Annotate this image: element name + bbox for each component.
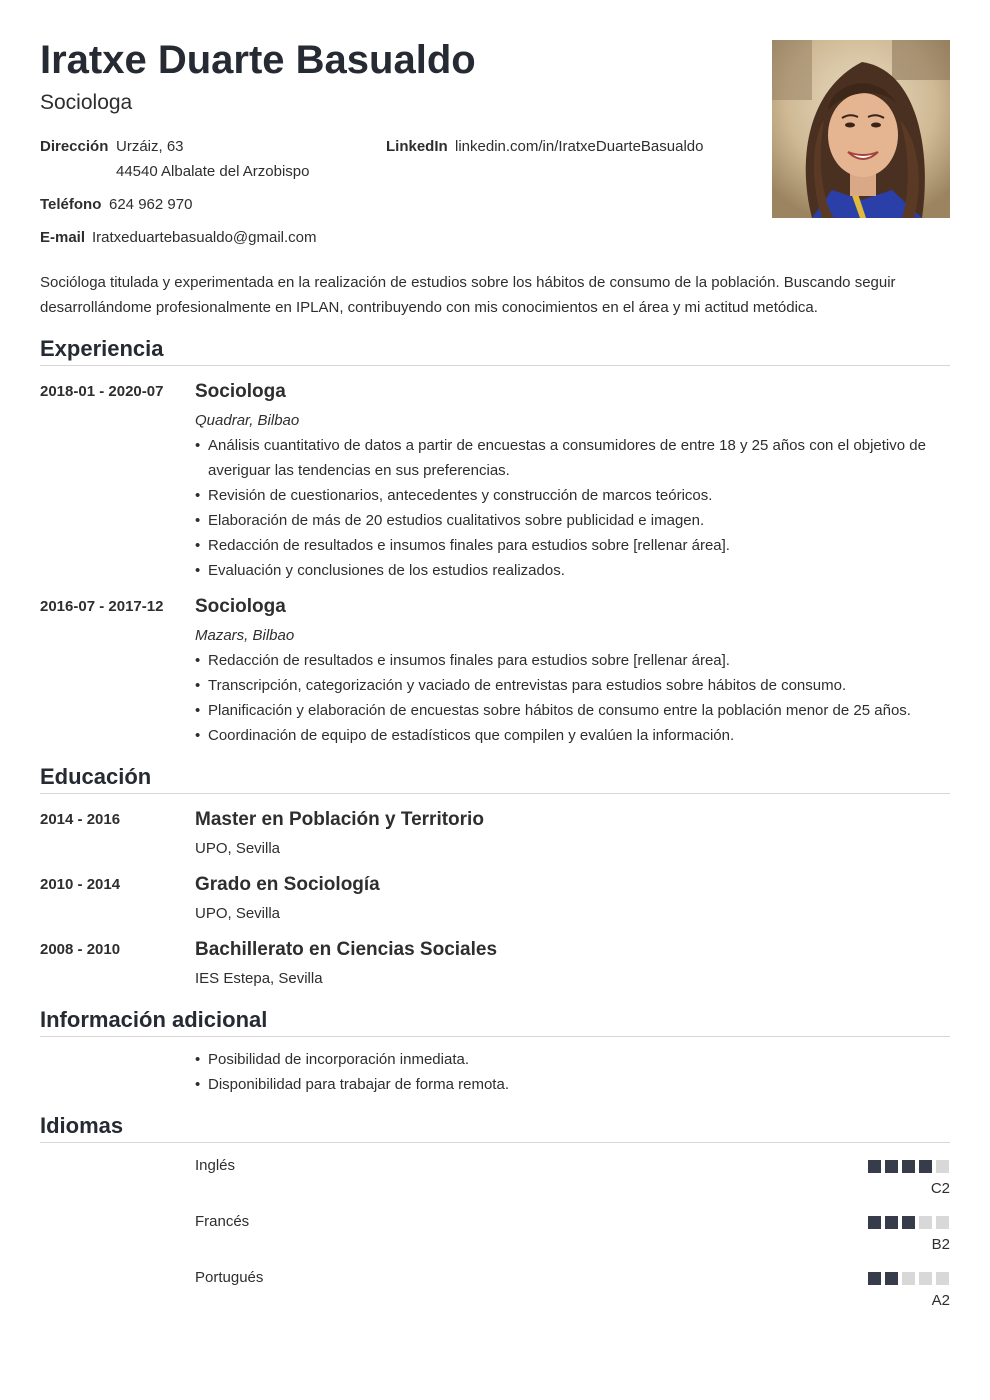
language-name: Francés [195,1213,250,1230]
education-dates: 2008 - 2010 [40,941,121,958]
language-name: Portugués [195,1269,264,1286]
skill-square-filled-icon [919,1160,932,1173]
section-heading-additional: Información adicional [40,1007,268,1032]
language-name: Inglés [195,1157,236,1174]
bullet-item: • Transcripción, categorización y vaciado de entrevistas para estudios sobre hábitos de consumo. [195,673,935,698]
section-divider [40,1142,950,1143]
phone-value: 624 962 970 [109,196,193,213]
education-degree: Grado en Sociología [195,874,380,895]
section-heading-languages: Idiomas [40,1113,124,1138]
address-line-1: Urzáiz, 63 [116,138,184,155]
address-line-2: 44540 Albalate del Arzobispo [116,163,310,180]
section-divider [40,365,950,366]
linkedin-link[interactable]: linkedin.com/in/IratxeDuarteBasualdo [455,138,704,155]
experience-title: Sociologa [195,596,286,617]
phone-label: Teléfono [40,196,102,213]
skill-square-empty-icon [902,1272,915,1285]
skill-square-empty-icon [936,1160,949,1173]
bullet-item: • Elaboración de más de 20 estudios cualitativos sobre publicidad e imagen. [195,508,935,533]
skill-square-filled-icon [902,1216,915,1229]
experience-bullets [195,648,935,748]
bullet-item: • Análisis cuantitativo de datos a partir de encuestas a consumidores de entre 18 y 25 años con el objetivo de averiguar las tendencias en sus preferencias. [195,433,935,483]
linkedin-label: LinkedIn [386,138,448,155]
email-link[interactable]: Iratxeduartebasualdo@gmail.com [92,229,317,246]
education-school: UPO, Sevilla [195,840,281,857]
skill-square-filled-icon [868,1160,881,1173]
experience-dates: 2018-01 - 2020-07 [40,383,164,400]
education-school: UPO, Sevilla [195,905,281,922]
experience-company: Mazars, Bilbao [195,627,295,644]
bullet-item: • Posibilidad de incorporación inmediata. [195,1047,935,1072]
additional-bullets [195,1047,935,1097]
skill-square-empty-icon [936,1216,949,1229]
experience-bullets [195,433,935,583]
education-dates: 2010 - 2014 [40,876,121,893]
email-label: E-mail [40,229,86,246]
bullet-item: • Planificación y elaboración de encuestas sobre hábitos de consumo entre la población menor de 25 años. [195,698,935,723]
experience-company: Quadrar, Bilbao [195,412,300,429]
language-level-bar [868,1160,949,1173]
bullet-item: • Revisión de cuestionarios, antecedentes y construcción de marcos teóricos. [195,483,935,508]
bullet-item: • Disponibilidad para trabajar de forma remota. [195,1072,935,1097]
language-level: C2 [930,1180,950,1197]
experience-dates: 2016-07 - 2017-12 [40,598,164,615]
skill-square-filled-icon [885,1160,898,1173]
skill-square-filled-icon [868,1272,881,1285]
language-level-bar [868,1272,949,1285]
bullet-item: • Evaluación y conclusiones de los estudios realizados. [195,558,935,583]
education-degree: Master en Población y Territorio [195,809,484,830]
skill-square-filled-icon [885,1272,898,1285]
experience-title: Sociologa [195,381,286,402]
portrait-image-icon [772,40,950,218]
skill-square-empty-icon [919,1272,932,1285]
section-divider [40,1036,950,1037]
education-dates: 2014 - 2016 [40,811,121,828]
language-level-bar [868,1216,949,1229]
skill-square-filled-icon [868,1216,881,1229]
skill-square-empty-icon [936,1272,949,1285]
skill-square-empty-icon [919,1216,932,1229]
education-school: IES Estepa, Sevilla [195,970,323,987]
bullet-item: • Redacción de resultados e insumos finales para estudios sobre [rellenar área]. [195,533,935,558]
education-degree: Bachillerato en Ciencias Sociales [195,939,498,960]
job-title: Sociologa [40,91,133,114]
candidate-name: Iratxe Duarte Basualdo [40,38,476,82]
skill-square-filled-icon [885,1216,898,1229]
section-divider [40,793,950,794]
bullet-item: • Redacción de resultados e insumos finales para estudios sobre [rellenar área]. [195,648,935,673]
section-heading-education: Educación [40,764,152,789]
bullet-item: • Coordinación de equipo de estadísticos que compilen y evalúen la información. [195,723,935,748]
address-label: Dirección [40,138,109,155]
skill-square-filled-icon [902,1160,915,1173]
language-level: A2 [931,1292,950,1309]
profile-summary: Socióloga titulada y experimentada en la realización de estudios sobre los hábitos de consumo de la población. Buscando seguir desarrollándome profesionalmente en IPLAN, contribuyendo con mis conocimientos en el área y mi actitud metódica. [40,274,896,316]
section-heading-experience: Experiencia [40,336,164,361]
profile-photo [772,40,950,218]
language-level: B2 [931,1236,950,1253]
